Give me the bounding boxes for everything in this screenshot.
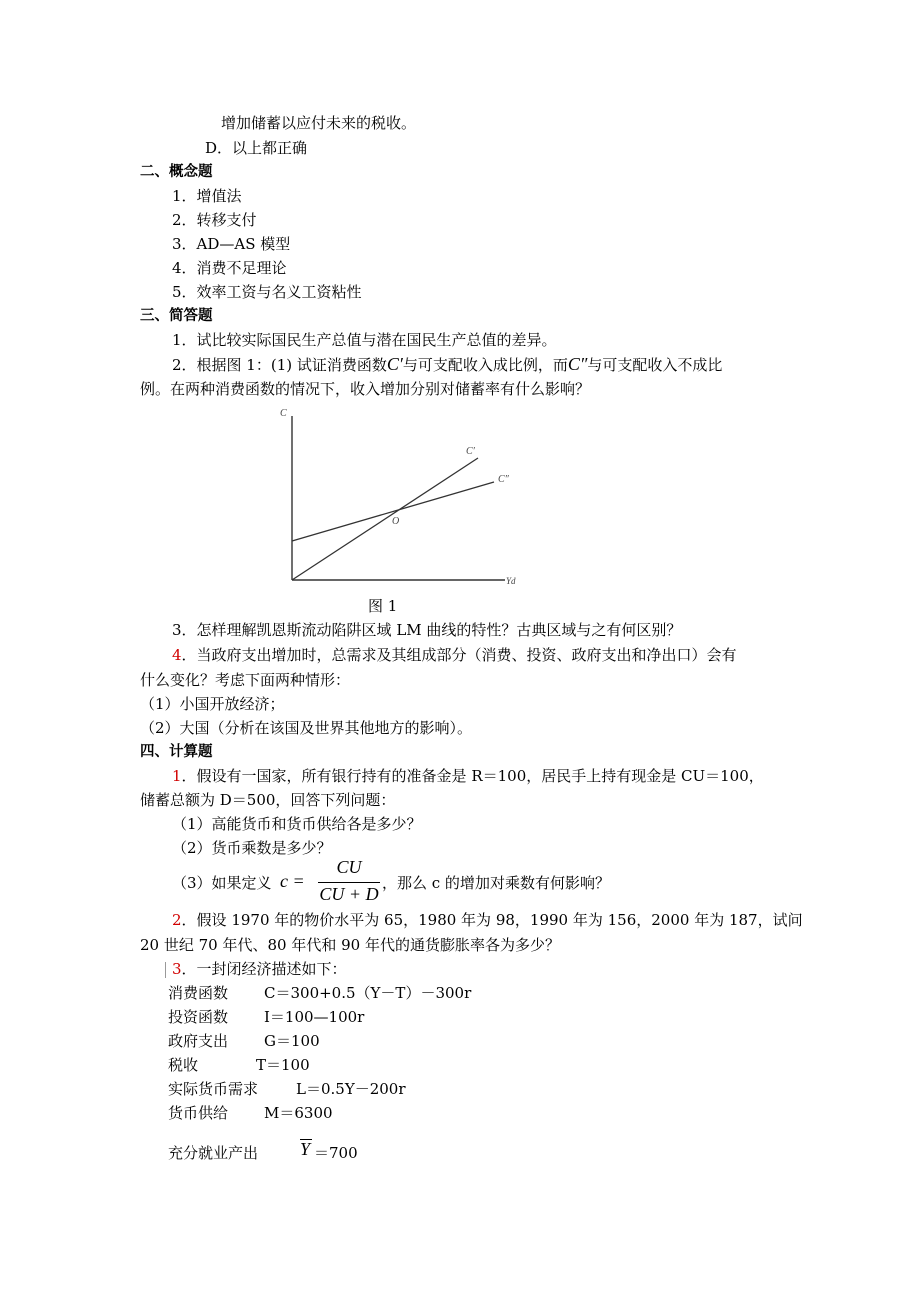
y-bar-symbol: Y — [300, 1139, 311, 1159]
concept-item: 3．AD—AS 模型 — [172, 235, 291, 253]
problem-3-line1 — [165, 959, 347, 979]
fraction-bar — [318, 882, 380, 883]
question-4-line2: 什么变化？考虑下面两种情形： — [140, 671, 351, 689]
eq-label: 实际货币需求 — [168, 1080, 259, 1098]
question-1: 1．试比较实际国民生产总值与潜在国民生产总值的差异。 — [172, 331, 557, 349]
eq-label: 消费函数 — [168, 984, 229, 1002]
concept-item: 5．效率工资与名义工资粘性 — [172, 283, 362, 301]
eq-label: 政府支出 — [168, 1032, 229, 1050]
problem-2-line2: 20 世纪 70 年代、80 年代和 90 年代的通货膨胀率各为多少？ — [140, 936, 560, 954]
full-employment-value: ＝700 — [314, 1144, 358, 1162]
figure-caption: 图 1 — [368, 597, 398, 615]
formula-denominator: CU + D — [319, 884, 379, 904]
eq-expr: L＝0.5Y－200r — [296, 1080, 406, 1098]
problem-1-sub2: （2）货币乘数是多少？ — [172, 839, 332, 857]
p3-number: 3 — [172, 960, 182, 978]
question-2-line1 — [172, 354, 722, 375]
section-4-title: 四、计算题 — [140, 744, 213, 760]
q2-text-a: 2．根据图 1：(1) 试证消费函数 — [172, 356, 387, 374]
p2-number: 2 — [172, 911, 182, 929]
option-d: D．以上都正确 — [205, 139, 308, 157]
eq-label: 税收 — [168, 1056, 199, 1074]
q4-number: 4 — [172, 646, 182, 664]
c-double-prime-label: C″ — [498, 474, 509, 485]
concept-item: 2．转移支付 — [172, 211, 257, 229]
y-axis-label: C — [280, 408, 287, 419]
formula-numerator: CU — [336, 857, 362, 877]
question-4-line1 — [172, 645, 737, 665]
eq-expr: C＝300+0.5（Y－T）－300r — [264, 984, 472, 1002]
question-2-line2: 例。在两种消费函数的情况下，收入增加分别对储蓄率有什么影响？ — [140, 380, 591, 398]
question-3: 3．怎样理解凯恩斯流动陷阱区域 LM 曲线的特性？古典区域与之有何区别？ — [172, 621, 682, 639]
problem-1-sub1: （1）高能货币和货币供给各是多少？ — [172, 815, 422, 833]
eq-expr: M＝6300 — [264, 1104, 333, 1122]
p3-text: ．一封闭经济描述如下： — [181, 960, 347, 978]
eq-expr: G＝100 — [264, 1032, 320, 1050]
c-prime-line — [292, 458, 478, 580]
full-employment-label: 充分就业产出 — [168, 1144, 259, 1162]
problem-1-line1 — [172, 766, 764, 786]
p1-number: 1 — [172, 767, 182, 785]
c-prime-label: C′ — [466, 446, 475, 457]
concept-item: 1．增值法 — [172, 187, 242, 205]
c-prime-symbol: C′ — [386, 354, 403, 374]
x-axis-label: Yd — [506, 576, 516, 586]
eq-label: 货币供给 — [168, 1104, 229, 1122]
problem-1-line2: 储蓄总额为 D＝500，回答下列问题： — [140, 791, 396, 809]
c-double-prime-symbol: C″ — [567, 354, 588, 374]
problem-2-line1 — [172, 910, 803, 930]
q4-text: ．当政府支出增加时，总需求及其组成部分（消费、投资、政府支出和净出口）会有 — [181, 646, 737, 664]
q2-text-b: 与可支配收入成比例，而 — [402, 356, 568, 374]
problem-1-sub3-prefix: （3）如果定义 — [172, 874, 272, 892]
p2-text: ．假设 1970 年的物价水平为 65，1980 年为 98，1990 年为 156，2000 年为 187，试问 — [181, 911, 803, 929]
eq-label: 投资函数 — [168, 1008, 229, 1026]
c-double-prime-line — [292, 482, 494, 541]
option-c-continuation: 增加储蓄以应付未来的税收。 — [221, 114, 417, 132]
eq-expr: I＝100—100r — [264, 1008, 365, 1026]
section-2-title: 二、概念题 — [140, 164, 213, 180]
question-4-sub2: （2）大国（分析在该国及世界其他地方的影响）。 — [140, 719, 473, 737]
section-3-title: 三、简答题 — [140, 308, 213, 324]
formula-lhs: c = — [280, 871, 305, 891]
consumption-function-figure — [270, 404, 530, 604]
question-4-sub1: （1）小国开放经济； — [140, 695, 285, 713]
concept-item: 4．消费不足理论 — [172, 259, 287, 277]
eq-expr: T＝100 — [256, 1056, 310, 1074]
intersection-label: O — [392, 516, 400, 527]
q2-text-c: 与可支配收入不成比 — [587, 356, 723, 374]
cursor-mark — [165, 962, 166, 978]
problem-1-sub3-suffix: ，那么 c 的增加对乘数有何影响？ — [382, 874, 610, 892]
p1-text: ．假设有一国家，所有银行持有的准备金是 R＝100，居民手上持有现金是 CU＝100， — [181, 767, 764, 785]
